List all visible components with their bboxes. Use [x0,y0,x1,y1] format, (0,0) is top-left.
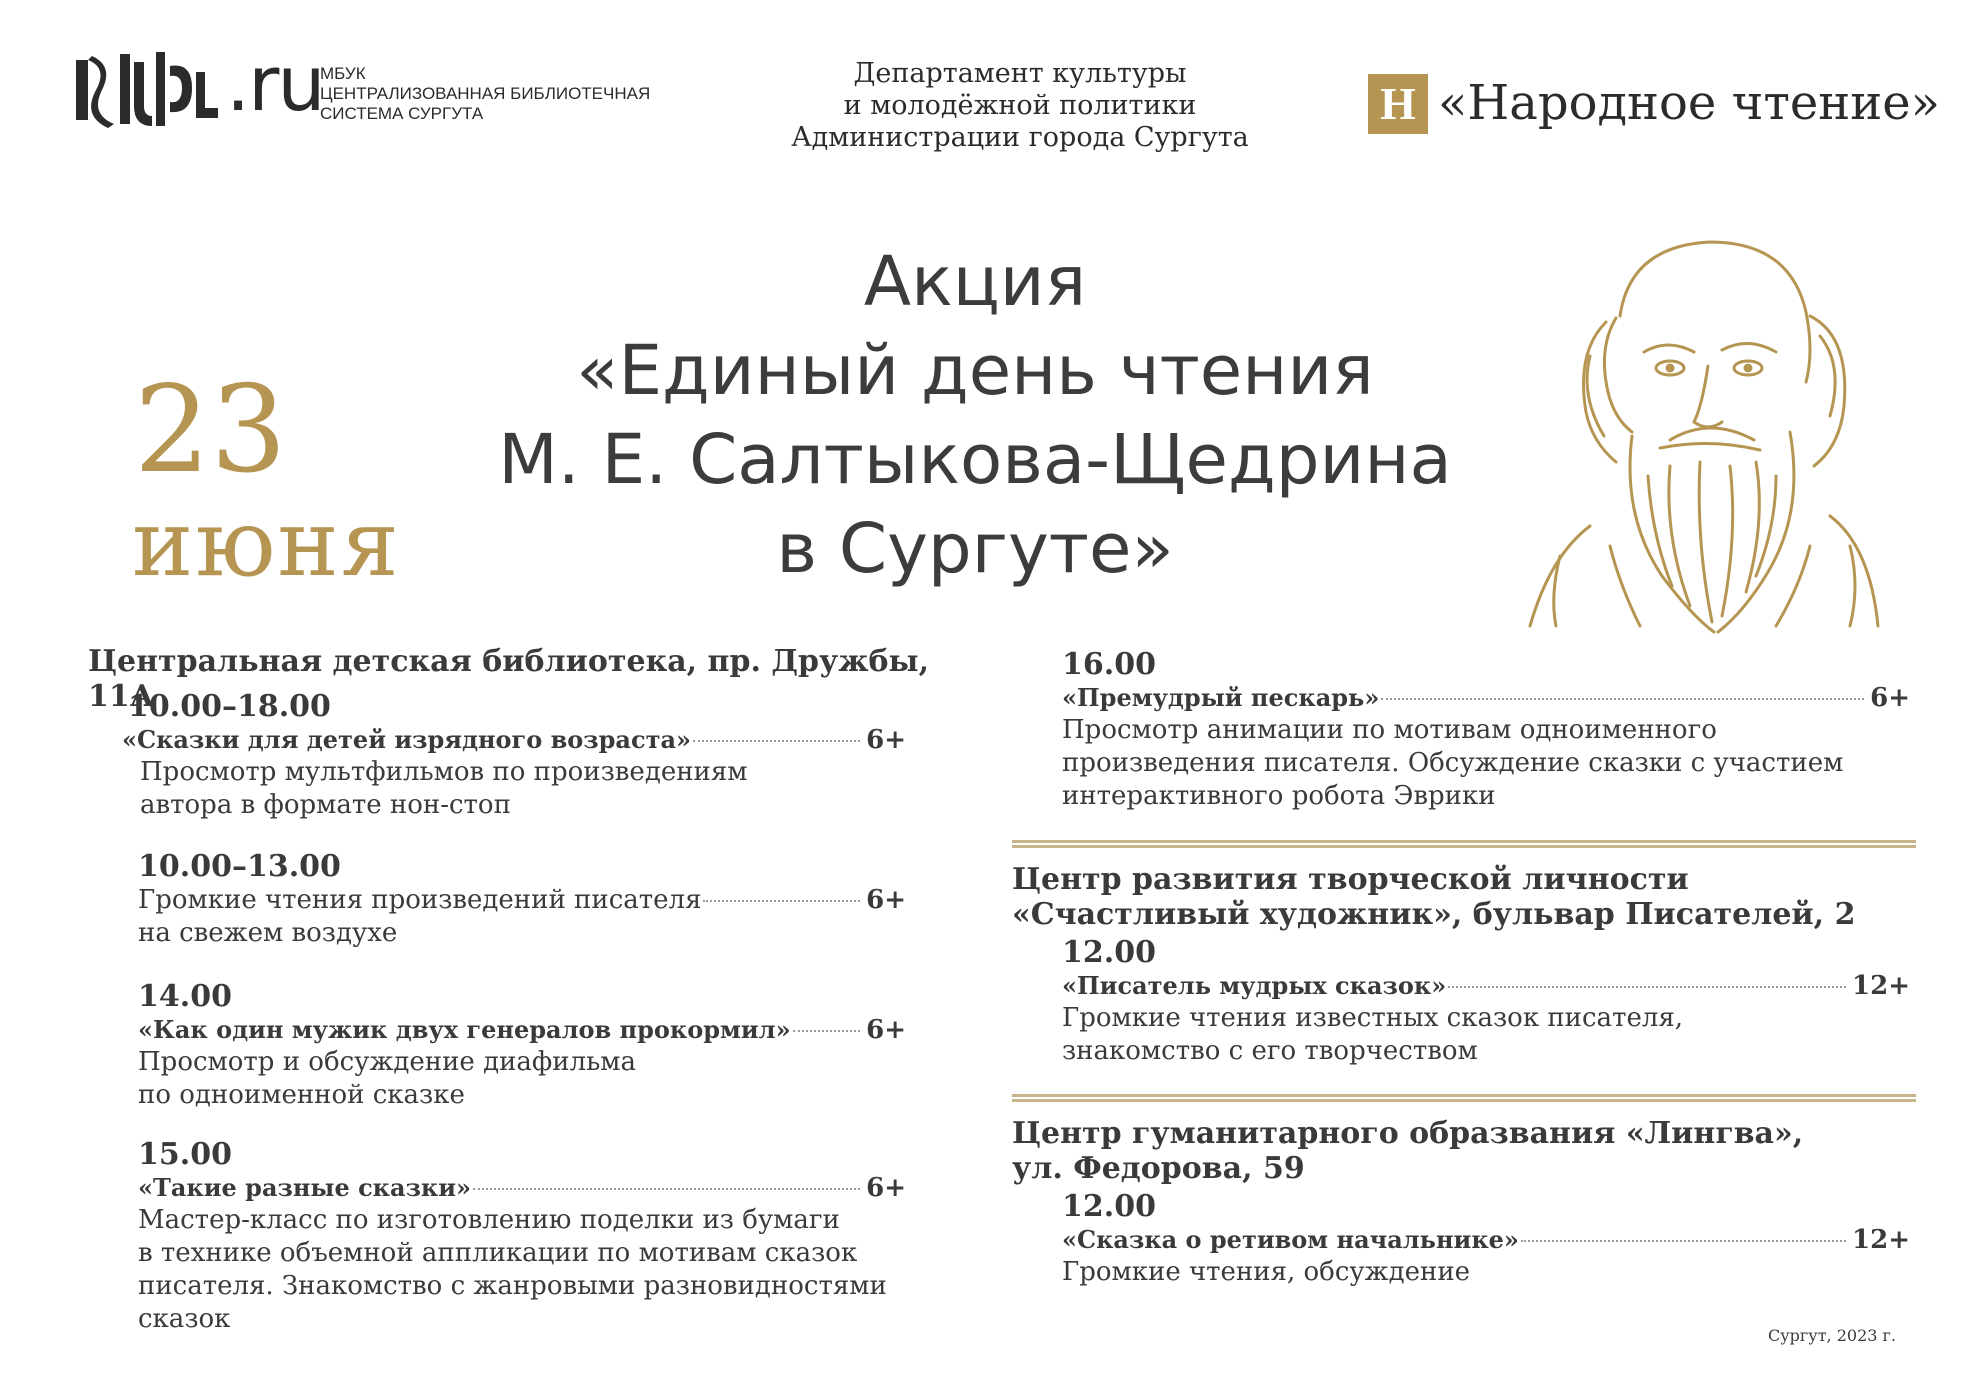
library-name-line: МБУК [320,64,366,83]
age-rating: 12+ [1852,971,1910,1001]
event-description [138,1046,906,1112]
event-title-row [138,884,906,917]
event-description [140,756,906,822]
event-description [1062,1002,1910,1068]
project-badge-icon: Н [1368,74,1428,134]
event-title-row [1062,1224,1910,1256]
date-day: 23 [134,361,287,500]
department-name [760,58,1280,154]
event-time: 10.00–13.00 [138,849,341,884]
leader-dots [703,900,860,902]
description-line: Просмотр и обсуждение диафильма [138,1047,636,1077]
description-line: Просмотр мультфильмов по произведениям [140,757,748,787]
venue-title: Центральная детская библиотека, пр. Дружбы, 11А [88,644,930,714]
event-block [138,980,906,1112]
venue-line: Центр развития творческой личности [1012,862,1689,897]
leader-dots [793,1030,861,1032]
venue-line: ул. Федорова, 59 [1012,1151,1305,1186]
venue-title [1012,1116,1912,1186]
library-logo-mark [76,52,218,128]
event-title-row [1062,682,1910,714]
event-title-row [122,724,906,756]
venue-line: Центр гуманитарного образвания «Лингва», [1012,1116,1804,1151]
event-title [450,238,1500,594]
description-line: по одноименной сказке [138,1080,465,1110]
title-line: М. Е. Салтыкова-Щедрина [498,420,1452,500]
event-block [1062,648,1910,813]
event-block [1062,1190,1910,1289]
event-time: 14.00 [138,979,232,1014]
section-divider [1012,1094,1916,1102]
description-line: писателя. Знакомство с жанровыми разновидностями [138,1271,887,1301]
event-name: «Премудрый пескарь» [1062,683,1380,712]
event-time: 10.00–18.00 [128,689,331,724]
event-time: 12.00 [1062,1189,1156,1224]
event-block [138,850,906,950]
event-description [1062,1256,1910,1289]
age-rating: 6+ [866,885,906,915]
department-line: Департамент культуры [853,58,1187,89]
event-name: «Как один мужик двух генералов прокормил» [138,1015,791,1044]
writer-portrait-icon [1520,226,1880,638]
description-line: интерактивного робота Эврики [1062,781,1496,811]
description-line: Громкие чтения, обсуждение [1062,1257,1471,1287]
footer-place-year: Сургут, 2023 г. [1768,1326,1896,1345]
section-divider [1012,840,1916,848]
event-title-row [1062,970,1910,1002]
description-line: Мастер-класс по изготовлению поделки из бумаги [138,1205,840,1235]
event-block [138,1138,906,1336]
event-time: 15.00 [138,1137,232,1172]
title-line: Акция [863,242,1087,322]
library-name-line: СИСТЕМА СУРГУТА [320,104,484,123]
event-name: «Писатель мудрых сказок» [1062,971,1447,1000]
description-line: Просмотр анимации по мотивам одноименного [1062,715,1717,745]
description-line: автора в формате нон-стоп [140,790,511,820]
project-name: «Народное чтение» [1438,75,1941,131]
department-line: Администрации города Сургута [791,122,1249,153]
event-name: «Сказка о ретивом начальнике» [1062,1225,1519,1254]
description-line: на свежем воздухе [138,918,398,948]
venue-title [1012,862,1912,932]
description-line: Громкие чтения известных сказок писателя, [1062,1003,1684,1033]
description-line: произведения писателя. Обсуждение сказки с участием [1062,748,1844,778]
date-month: июня [132,490,401,597]
event-description [138,917,906,950]
library-name [320,64,650,124]
event-name: «Сказки для детей изрядного возраста» [122,725,691,754]
title-line: «Единый день чтения [576,331,1374,411]
age-rating: 6+ [866,1015,906,1045]
venue-line: «Счастливый художник», бульвар Писателей, 2 [1012,897,1856,932]
age-rating: 6+ [866,725,906,755]
event-description [1062,714,1910,813]
event-title-row [138,1014,906,1046]
event-time: 16.00 [1062,647,1156,682]
event-time: 12.00 [1062,935,1156,970]
leader-dots [1381,698,1864,700]
leader-dots [1448,986,1846,988]
leader-dots [473,1188,860,1190]
description-line: в технике объемной аппликации по мотивам сказок [138,1238,858,1268]
leader-dots [1521,1240,1846,1242]
department-line: и молодёжной политики [843,90,1197,121]
event-name: «Такие разные сказки» [138,1173,472,1202]
description-line: сказок [138,1304,231,1334]
description-line: знакомство с его творчеством [1062,1036,1478,1066]
event-title-row [138,1172,906,1204]
logo-domain: .ru [226,39,324,128]
age-rating: 6+ [1870,683,1910,713]
leader-dots [693,740,860,742]
event-description [138,1204,906,1336]
event-block [1062,936,1910,1068]
event-block [122,689,906,822]
age-rating: 12+ [1852,1225,1910,1255]
title-line: в Сургуте» [776,509,1174,589]
event-name: Громкие чтения произведений писателя [138,885,702,915]
library-name-line: ЦЕНТРАЛИЗОВАННАЯ БИБЛИОТЕЧНАЯ [320,84,651,103]
age-rating: 6+ [866,1173,906,1203]
